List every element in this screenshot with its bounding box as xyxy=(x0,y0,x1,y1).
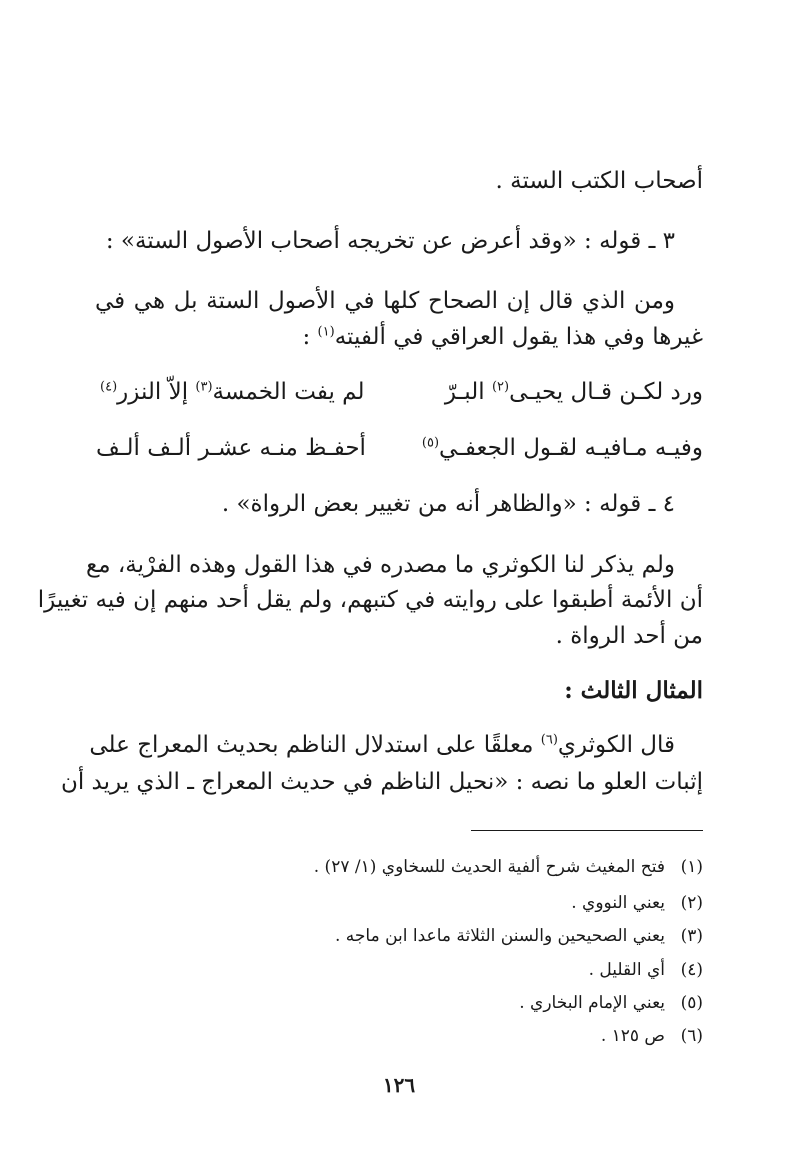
body-line: إثبات العلو ما نصه : «نحيل الناظم في حديث المعراج ـ الذي يريد أن xyxy=(60,769,703,795)
footnote: (٤)أي القليل . xyxy=(588,960,703,980)
item-3-line: ٣ ـ قوله : «وقد أعرض عن تخريجه أصحاب الأصول الستة» : xyxy=(105,228,675,254)
footnote-ref: (٢) xyxy=(491,379,510,395)
page-number: ١٢٦ xyxy=(382,1073,416,1097)
footnote: (١)فتح المغيث شرح ألفية الحديث للسخاوي (١/ ٢٧) . xyxy=(313,857,703,877)
footnote: (٣)يعني الصحيحين والسنن الثلاثة ماعدا ابن ماجه . xyxy=(334,926,703,946)
footnote: (٦)ص ١٢٥ . xyxy=(600,1026,703,1046)
body-line: أصحاب الكتب الستة . xyxy=(495,168,703,194)
body-line: غيرها وفي هذا يقول العراقي في ألفيته$^{(١)}$ : xyxy=(302,324,703,350)
footnote-separator xyxy=(471,830,703,831)
verse-2-first-hemistich: وفيـه مـافيـه لقـول الجعفـي$^{(٥)}$ xyxy=(421,435,703,461)
footnote-ref: (٣) xyxy=(195,379,213,395)
footnote: (٥)يعني الإمام البخاري . xyxy=(519,993,703,1013)
verse-1-first-hemistich: ورد لكـن قـال يحيـى$^{(٢)}$ البـرّ xyxy=(444,379,703,405)
footnote: (٢)يعني النووي . xyxy=(571,893,703,913)
item-4-line: ٤ ـ قوله : «والظاهر أنه من تغيير بعض الرواة» . xyxy=(221,491,675,517)
footnote-ref: (٥) xyxy=(421,435,440,451)
body-line: قال الكوثري$^{(٦)}$ معلقًا على استدلال الناظم بحديث المعراج على xyxy=(89,732,675,758)
body-line: ولم يذكر لنا الكوثري ما مصدره في هذا القول وهذه الفرْية، مع xyxy=(86,552,675,578)
footnote-ref: (١) xyxy=(317,324,335,340)
footnote-ref: (٤) xyxy=(100,379,118,395)
verse-2-second-hemistich: أحفـظ منـه عشـر ألـف ألـف xyxy=(96,435,366,461)
section-heading: المثال الثالث : xyxy=(564,677,703,704)
body-line: ومن الذي قال إن الصحاح كلها في الأصول الستة بل هي في xyxy=(95,288,675,314)
body-line: من أحد الرواة . xyxy=(555,623,703,649)
verse-1-second-hemistich: لم يفت الخمسة$^{(٣)}$ إلاّ النزر$^{(٤)}$ xyxy=(100,379,365,405)
footnote-ref: (٦) xyxy=(540,732,558,748)
body-line: أن الأئمة أطبقوا على روايته في كتبهم، ولم يقل أحد منهم إن فيه تغييرًا xyxy=(37,587,703,613)
